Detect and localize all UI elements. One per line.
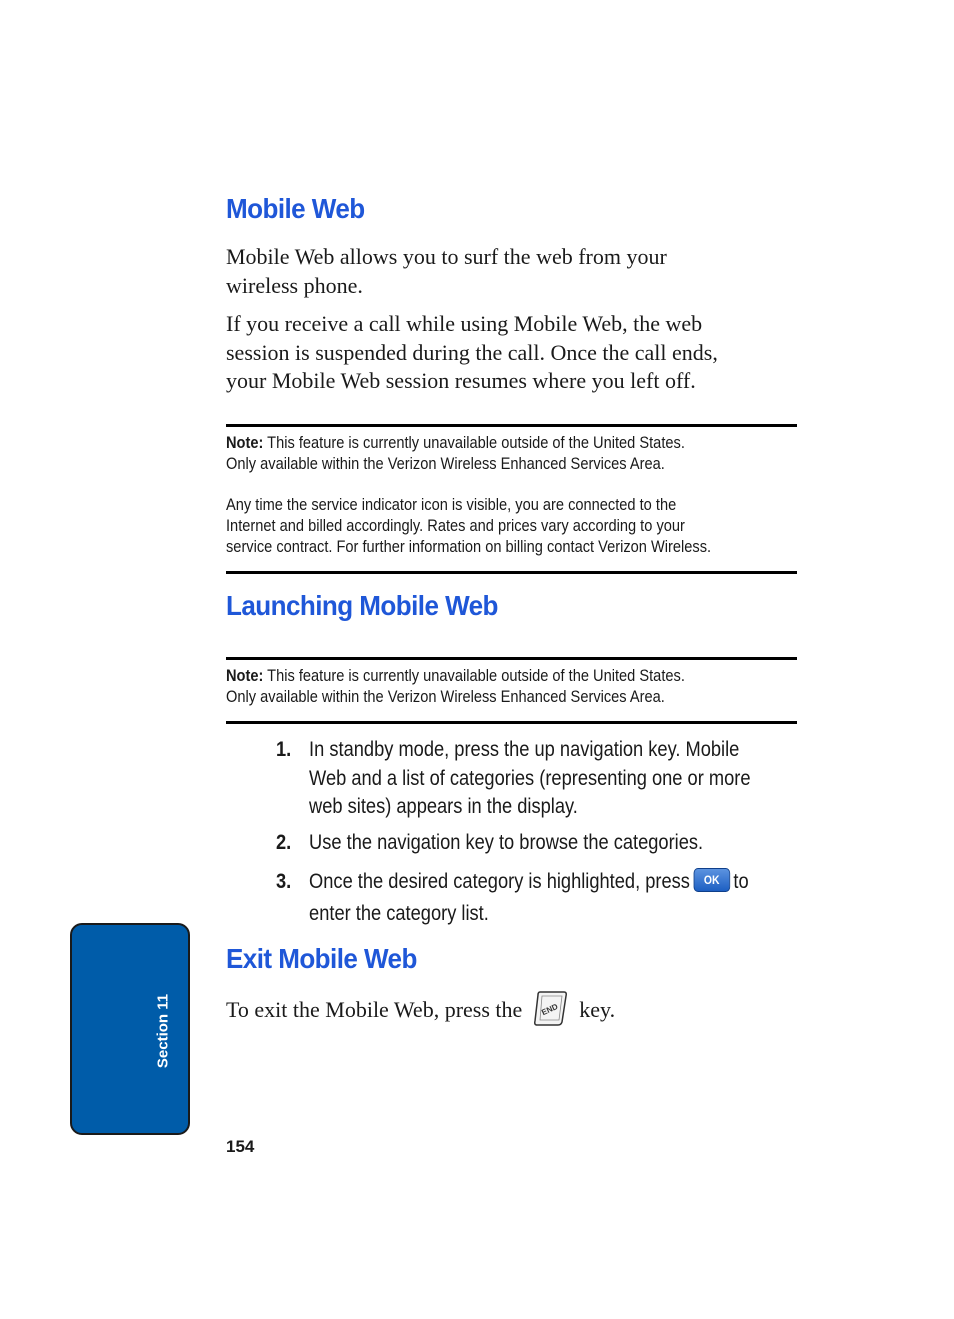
text-line: In standby mode, press the up navigation key. Mobile [309,738,740,761]
note-text: This feature is currently unavailable outside of the United States. [263,666,685,685]
text-line: Mobile Web allows you to surf the web from your [226,244,667,269]
note-text: This feature is currently unavailable outside of the United States. [263,433,685,452]
note-rule-top [226,657,797,660]
note-box-1 [226,432,742,557]
step-text [309,829,796,858]
heading-exit-mobile-web: Exit Mobile Web [226,943,417,974]
text-line: key. [579,997,616,1023]
section-tab [70,923,190,1135]
page-number: 154 [226,1137,255,1156]
call-paragraph [226,310,806,396]
note-text: Only available within the Verizon Wireless Enhanced Services Area. [226,454,665,473]
intro-paragraph [226,243,806,300]
note-text: Internet and billed accordingly. Rates and prices vary according to your [226,516,685,535]
step-text [309,736,796,822]
note-text: Only available within the Verizon Wireless Enhanced Services Area. [226,687,665,706]
text-line: Use the navigation key to browse the categories. [309,831,704,854]
text-line: session is suspended during the call. Once the call ends, [226,339,718,365]
note-box-2 [226,665,742,707]
text-line: enter the category list. [309,901,489,925]
ok-key-icon: OK [693,868,730,892]
exit-paragraph [226,992,806,1032]
note-rule-bottom [226,721,797,724]
note-text: service contract. For further information on billing contact Verizon Wireless. [226,537,712,556]
note-rule-bottom [226,571,797,574]
end-key-label: END [540,1001,560,1018]
text-line: Once the desired category is highlighted, press [309,870,690,893]
text-line: Web and a list of categories (representing one or more [309,766,751,790]
note-label: Note: [226,433,264,452]
text-line: to [733,870,749,893]
heading-mobile-web: Mobile Web [226,193,365,224]
note-rule-top [226,424,797,427]
text-line: your Mobile Web session resumes where you left off. [226,368,696,393]
step-number: 3. [276,870,292,893]
section-tab-label: Section 11 [154,993,172,1069]
text-line: If you receive a call while using Mobile Web, the web [226,311,703,336]
text-line: web sites) appears in the display. [309,795,578,818]
text-line: wireless phone. [226,272,363,298]
heading-launching-mobile-web: Launching Mobile Web [226,590,498,621]
note-text: Any time the service indicator icon is visible, you are connected to the [226,495,677,514]
step-number: 1. [276,738,292,761]
text-line: To exit the Mobile Web, press the [226,997,523,1023]
step-number: 2. [276,831,292,854]
step-text [309,868,796,928]
end-key-icon [532,988,570,1028]
note-label: Note: [226,666,264,685]
